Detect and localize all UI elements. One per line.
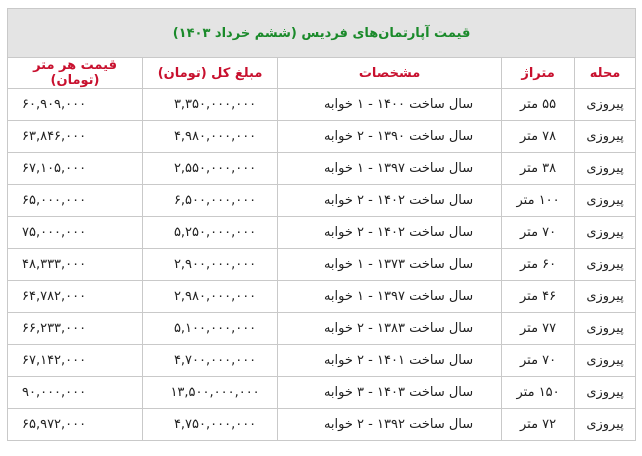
cell-total-price: ۲,۹۸۰,۰۰۰,۰۰۰ (143, 281, 278, 313)
cell-price-per-meter: ۶۳,۸۴۶,۰۰۰ (8, 121, 143, 153)
cell-price-per-meter: ۶۵,۰۰۰,۰۰۰ (8, 185, 143, 217)
cell-specs: سال ساخت ۱۴۰۳ - ۳ خوابه (278, 377, 502, 409)
cell-specs: سال ساخت ۱۳۹۷ - ۱ خوابه (278, 281, 502, 313)
cell-specs: سال ساخت ۱۴۰۲ - ۲ خوابه (278, 217, 502, 249)
cell-location: پیروزی (575, 89, 636, 121)
cell-location: پیروزی (575, 185, 636, 217)
cell-specs: سال ساخت ۱۴۰۰ - ۱ خوابه (278, 89, 502, 121)
table-row (8, 313, 636, 345)
apartment-price-table (7, 8, 636, 441)
cell-location: پیروزی (575, 409, 636, 441)
cell-price-per-meter: ۴۸,۳۳۳,۰۰۰ (8, 249, 143, 281)
cell-location: پیروزی (575, 121, 636, 153)
cell-location: پیروزی (575, 217, 636, 249)
header-total-price: مبلغ کل (تومان) (143, 58, 278, 89)
header-location: محله (575, 58, 636, 89)
cell-location: پیروزی (575, 313, 636, 345)
cell-total-price: ۵,۱۰۰,۰۰۰,۰۰۰ (143, 313, 278, 345)
cell-price-per-meter: ۶۷,۱۰۵,۰۰۰ (8, 153, 143, 185)
cell-specs: سال ساخت ۱۴۰۱ - ۲ خوابه (278, 345, 502, 377)
cell-location: پیروزی (575, 377, 636, 409)
cell-area: ۵۵ متر (502, 89, 575, 121)
table-row (8, 281, 636, 313)
cell-price-per-meter: ۶۵,۹۷۲,۰۰۰ (8, 409, 143, 441)
cell-total-price: ۴,۹۸۰,۰۰۰,۰۰۰ (143, 121, 278, 153)
cell-total-price: ۴,۷۰۰,۰۰۰,۰۰۰ (143, 345, 278, 377)
cell-price-per-meter: ۹۰,۰۰۰,۰۰۰ (8, 377, 143, 409)
cell-price-per-meter: ۶۰,۹۰۹,۰۰۰ (8, 89, 143, 121)
table-row (8, 153, 636, 185)
cell-area: ۷۸ متر (502, 121, 575, 153)
table-row (8, 249, 636, 281)
cell-total-price: ۴,۷۵۰,۰۰۰,۰۰۰ (143, 409, 278, 441)
header-specs: مشخصات (278, 58, 502, 89)
cell-specs: سال ساخت ۱۳۹۰ - ۲ خوابه (278, 121, 502, 153)
cell-area: ۳۸ متر (502, 153, 575, 185)
cell-price-per-meter: ۷۵,۰۰۰,۰۰۰ (8, 217, 143, 249)
header-price-per-meter: قیمت هر متر (تومان) (8, 58, 143, 89)
header-area: متراژ (502, 58, 575, 89)
cell-area: ۷۲ متر (502, 409, 575, 441)
cell-location: پیروزی (575, 345, 636, 377)
cell-specs: سال ساخت ۱۴۰۲ - ۲ خوابه (278, 185, 502, 217)
table-row (8, 89, 636, 121)
cell-area: ۷۰ متر (502, 345, 575, 377)
cell-location: پیروزی (575, 249, 636, 281)
cell-price-per-meter: ۶۶,۲۳۳,۰۰۰ (8, 313, 143, 345)
table-row (8, 409, 636, 441)
header-row (8, 58, 636, 89)
cell-area: ۴۶ متر (502, 281, 575, 313)
cell-price-per-meter: ۶۷,۱۴۲,۰۰۰ (8, 345, 143, 377)
table-row (8, 377, 636, 409)
table-row (8, 217, 636, 249)
cell-specs: سال ساخت ۱۳۸۳ - ۲ خوابه (278, 313, 502, 345)
cell-location: پیروزی (575, 281, 636, 313)
cell-area: ۶۰ متر (502, 249, 575, 281)
cell-total-price: ۱۳,۵۰۰,۰۰۰,۰۰۰ (143, 377, 278, 409)
table-row (8, 185, 636, 217)
cell-total-price: ۲,۹۰۰,۰۰۰,۰۰۰ (143, 249, 278, 281)
table-title: قیمت آپارتمان‌های فردیس (ششم خرداد ۱۴۰۳) (8, 9, 636, 58)
cell-total-price: ۲,۵۵۰,۰۰۰,۰۰۰ (143, 153, 278, 185)
cell-specs: سال ساخت ۱۳۷۳ - ۱ خوابه (278, 249, 502, 281)
cell-total-price: ۵,۲۵۰,۰۰۰,۰۰۰ (143, 217, 278, 249)
table-row (8, 345, 636, 377)
cell-area: ۱۵۰ متر (502, 377, 575, 409)
cell-location: پیروزی (575, 153, 636, 185)
cell-area: ۷۷ متر (502, 313, 575, 345)
cell-area: ۱۰۰ متر (502, 185, 575, 217)
cell-total-price: ۳,۳۵۰,۰۰۰,۰۰۰ (143, 89, 278, 121)
table-row (8, 121, 636, 153)
cell-price-per-meter: ۶۴,۷۸۲,۰۰۰ (8, 281, 143, 313)
cell-specs: سال ساخت ۱۳۹۲ - ۲ خوابه (278, 409, 502, 441)
cell-specs: سال ساخت ۱۳۹۷ - ۱ خوابه (278, 153, 502, 185)
cell-area: ۷۰ متر (502, 217, 575, 249)
cell-total-price: ۶,۵۰۰,۰۰۰,۰۰۰ (143, 185, 278, 217)
price-table-container (7, 8, 635, 441)
